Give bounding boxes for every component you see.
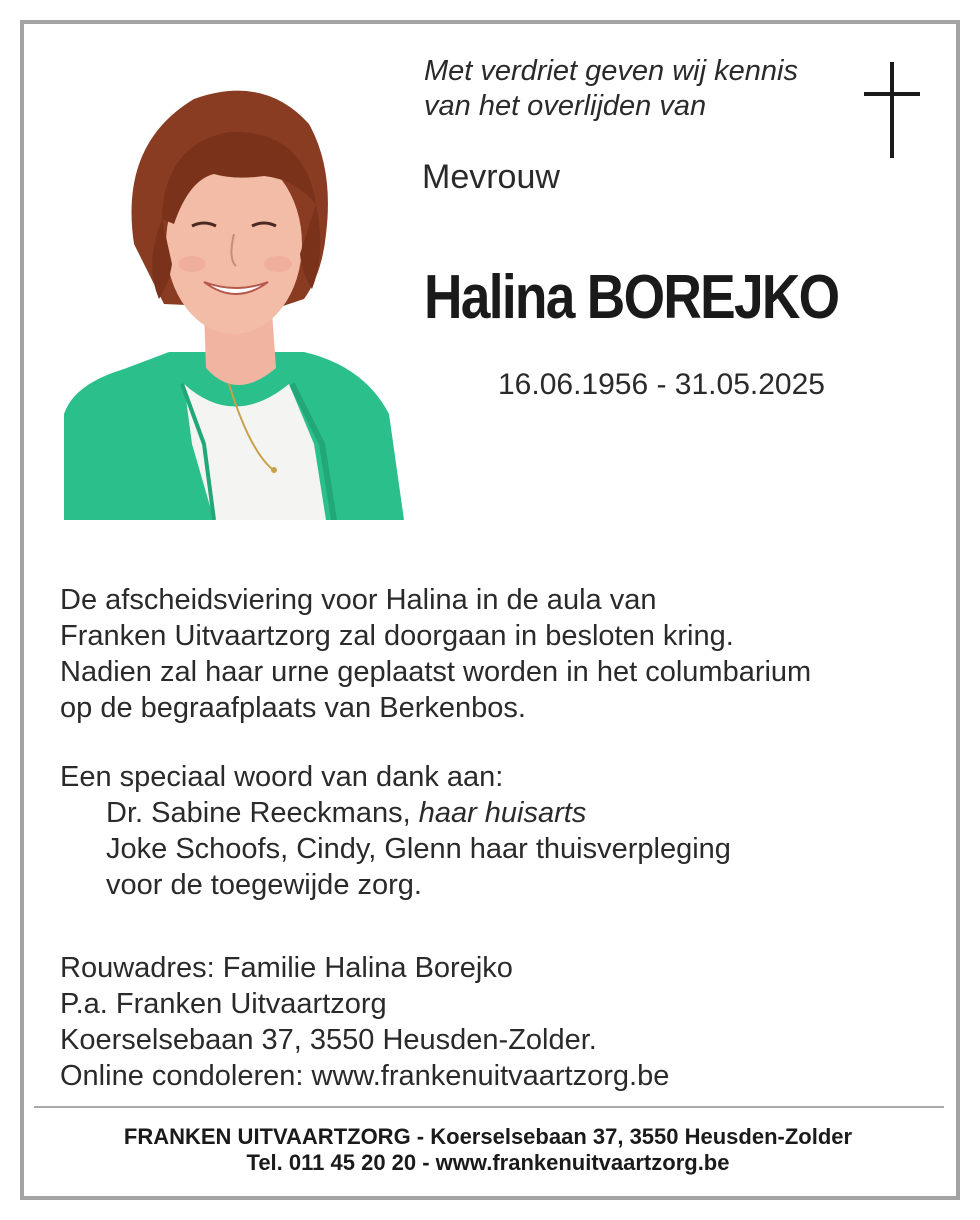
- ceremony-paragraph: [60, 582, 811, 726]
- ceremony-line: Franken Uitvaartzorg zal doorgaan in besloten kring.: [60, 620, 734, 652]
- cross-icon: [864, 62, 920, 158]
- thanks-nurses: Joke Schoofs, Cindy, Glenn haar thuisverpleging: [106, 833, 731, 865]
- thanks-doctor: [60, 795, 731, 831]
- salutation: Mevrouw: [422, 158, 560, 196]
- footer-company: FRANKEN UITVAARTZORG - Koerselsebaan 37, 3550 Heusden-Zolder: [123, 1124, 853, 1149]
- condolence-link[interactable]: Online condoleren: www.frankenuitvaartzorg.be: [60, 1060, 670, 1092]
- thanks-heading: Een speciaal woord van dank aan:: [60, 761, 504, 793]
- portrait-photo: [64, 84, 404, 520]
- address-line: P.a. Franken Uitvaartzorg: [60, 988, 387, 1020]
- thanks-paragraph: [60, 759, 731, 903]
- ceremony-line: op de begraafplaats van Berkenbos.: [60, 692, 526, 724]
- address-paragraph: [60, 950, 669, 1094]
- footer-contact: Tel. 011 45 20 20 - www.frankenuitvaartzorg.be: [246, 1150, 730, 1175]
- address-line: Rouwadres: Familie Halina Borejko: [60, 952, 513, 984]
- life-dates: 16.06.1956 - 31.05.2025: [498, 368, 825, 401]
- footer-divider: [34, 1106, 944, 1108]
- thanks-closing: voor de toegewijde zorg.: [106, 869, 422, 901]
- intro-line-1: Met verdriet geven wij kennis: [424, 55, 798, 87]
- intro-line-2: van het overlijden van: [424, 90, 707, 122]
- ceremony-line: De afscheidsviering voor Halina in de aula van: [60, 584, 657, 616]
- address-line: Koerselsebaan 37, 3550 Heusden-Zolder.: [60, 1024, 597, 1056]
- ceremony-line: Nadien zal haar urne geplaatst worden in het columbarium: [60, 656, 812, 688]
- doctor-name: Dr. Sabine Reeckmans,: [106, 797, 419, 829]
- intro-text: [424, 54, 798, 124]
- deceased-name: Halina BOREJKO: [424, 263, 839, 332]
- doctor-role: haar huisarts: [418, 797, 587, 829]
